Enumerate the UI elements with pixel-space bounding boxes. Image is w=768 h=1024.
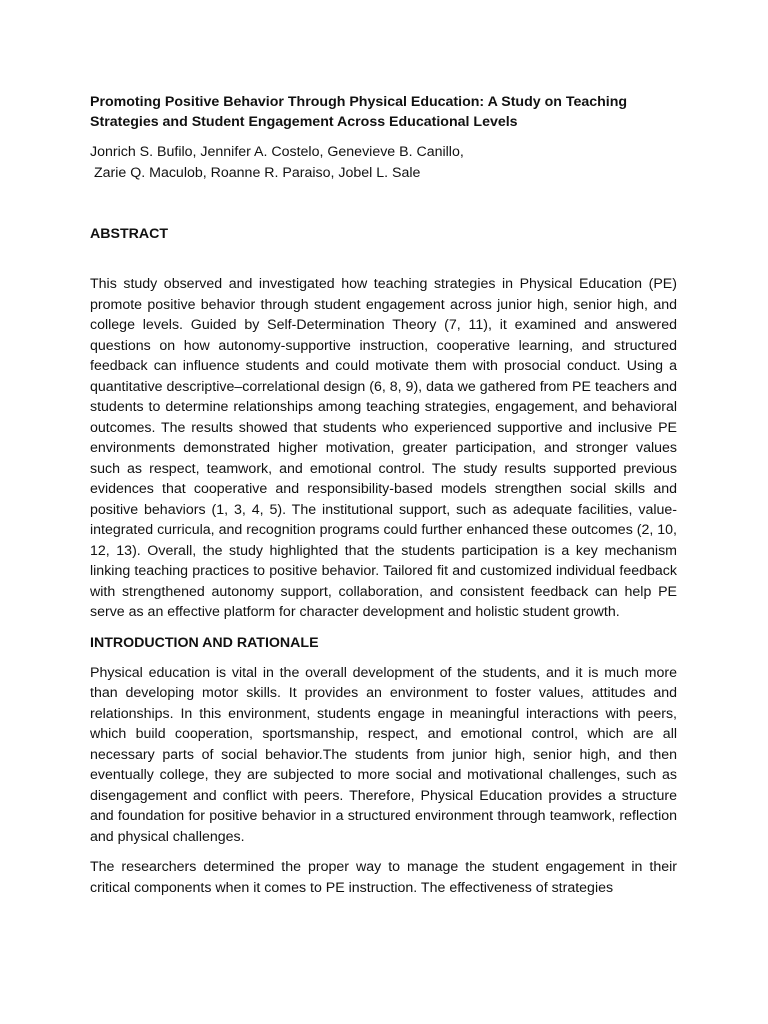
author-list xyxy=(90,142,677,183)
authors-line-2: Zarie Q. Maculob, Roanne R. Paraiso, Jobel L. Sale xyxy=(90,164,421,181)
introduction-paragraph-1: Physical education is vital in the overall development of the students, and it is much more than developing motor skills. It provides an environment to foster values, attitudes and relationships. In this environment, students engage in meaningful interactions with peers, which build cooperation, sportsmanship, respect, and emotional control, which are all necessary parts of social behavior.The students from junior high, senior high, and then eventually college, they are subjected to more social and motivational challenges, such as disengagement and conflict with peers. Therefore, Physical Education provides a structure and foundation for positive behavior in a structured environment through teamwork, reflection and physical challenges. xyxy=(90,664,677,845)
introduction-paragraph-2: The researchers determined the proper way to manage the student engagement in their critical components when it comes to PE instruction. The effectiveness of strategies xyxy=(90,859,677,896)
document-page xyxy=(90,92,677,898)
abstract-heading: ABSTRACT xyxy=(90,226,169,242)
authors-line-1: Jonrich S. Bufilo, Jennifer A. Costelo, Genevieve B. Canillo, xyxy=(90,144,464,160)
paper-title: Promoting Positive Behavior Through Physical Education: A Study on Teaching Strategies and Student Engagement Across Educational Levels xyxy=(90,94,628,130)
abstract-text: This study observed and investigated how teaching strategies in Physical Education (PE) promote positive behavior through student engagement across junior high, senior high, and college levels. Guided by Self-Determination Theory (7, 11), it examined and answered questions on how autonomy-supportive instruction, cooperative learning, and structured feedback can influence students and could motivate them with prosocial conduct. Using a quantitative descriptive–correlational design (6, 8, 9), data we gathered from PE teachers and students to determine relationships among teaching strategies, engagement, and behavioral outcomes. The results showed that students who experienced supportive and inclusive PE environments demonstrated higher motivation, greater participation, and stronger values such as respect, teamwork, and emotional control. The study results supported previous evidences that cooperative and responsibility-based models strengthen social skills and positive behaviors (1, 3, 4, 5). The institutional support, such as adequate facilities, value-integrated curricula, and recognition programs could further enhanced these outcomes (2, 10, 12, 13). Overall, the study highlighted that the students participation is a key mechanism linking teaching practices to positive behavior. Tailored fit and customized individual feedback with strengthened autonomy support, collaboration, and consistent feedback can help PE serve as an effective platform for character development and holistic student growth. xyxy=(90,276,677,620)
introduction-heading: INTRODUCTION AND RATIONALE xyxy=(90,634,319,651)
